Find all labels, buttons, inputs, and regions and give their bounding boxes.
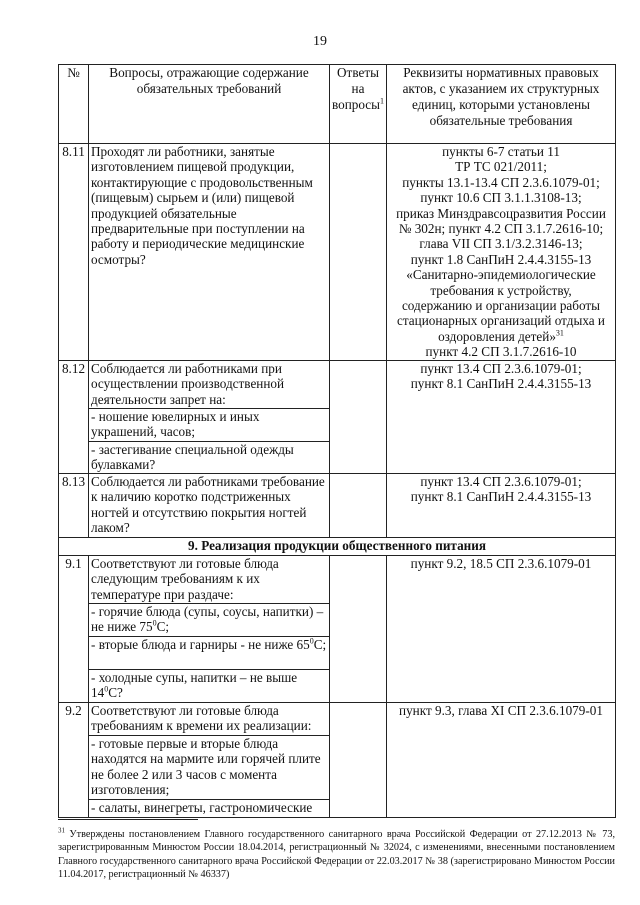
footnote: [58, 828, 615, 882]
answer-cell[interactable]: [330, 473, 387, 537]
question-subitem: - салаты, винегреты, гастрономические: [89, 799, 330, 817]
question-text: Соответствуют ли готовые блюда следующим требованиям к их температуре при раздаче:: [89, 555, 330, 603]
question-subitem: - застегивание специальной одежды булавками?: [89, 441, 330, 473]
answer-cell[interactable]: [330, 360, 387, 473]
table-header-row: [59, 65, 616, 144]
footnote-marker: 31: [58, 826, 65, 835]
table-row-9-1: [59, 555, 616, 603]
reference-cell: пункт 13.4 СП 2.3.6.1079-01; пункт 8.1 СанПиН 2.4.4.3155-13: [387, 360, 616, 473]
row-number: 9.1: [59, 555, 89, 702]
footnote-divider: [58, 819, 198, 820]
table-row-9-2: [59, 702, 616, 735]
reference-cell: пункты 6-7 статьи 11 ТР ТС 021/2011; пункты 13.1-13.4 СП 2.3.6.1079-01; пункт 10.6 СП 3.1.1.3108-13; приказ Минздравсоцразвития России № 302н; пункт 4.2 СП 3.1.7.2616-10; глава VII СП 3.1/3.2.3146-13; пункт 1.8 СанПиН 2.4.4.3155-13 «Санитарно-эпидемиологические требования к устройству, содержанию и организации работы стационарных организаций отдыха и оздоровления детей»$^{31}$ пункт 4.2 СП 3.1.7.2616-10: [387, 144, 616, 361]
reference-cell: пункт 13.4 СП 2.3.6.1079-01; пункт 8.1 СанПиН 2.4.4.3155-13: [387, 473, 616, 537]
question-text: Соответствуют ли готовые блюда требованиям к времени их реализации:: [89, 702, 330, 735]
question-subitem: - ношение ювелирных и иных украшений, часов;: [89, 408, 330, 441]
requirements-table: [58, 64, 616, 818]
row-number: 8.11: [59, 144, 89, 361]
table-row-8-12: [59, 360, 616, 408]
question-text: Соблюдается ли работниками требование к наличию коротко подстриженных ногтей и отсутствию покрытия ногтей лаком?: [89, 473, 330, 537]
footnote-text: Утверждены постановлением Главного государственного санитарного врача Российской Федерации от 27.12.2013 № 73, зарегистрированным Минюстом России 18.04.2014, регистрационный № 32024, с изменениями, внесенными постановлением Главного государственного санитарного врача Российской Федерации от 22.03.2017 № 38 (зарегистрировано Минюстом России 11.04.2017, регистрационный № 46337): [58, 829, 615, 881]
question-subitem: - горячие блюда (супы, соусы, напитки) – не ниже $75^0С$;: [89, 603, 330, 636]
table-row-8-11: [59, 144, 616, 361]
section-title: 9. Реализация продукции общественного питания: [59, 537, 616, 555]
table-row-8-13: [59, 473, 616, 537]
section-heading-row: [59, 537, 616, 555]
reference-cell: пункт 9.2, 18.5 СП 2.3.6.1079-01: [387, 555, 616, 702]
page-number: 19: [313, 34, 327, 49]
row-number: 9.2: [59, 702, 89, 817]
header-references: Реквизиты нормативных правовых актов, с указанием их структурных единиц, которыми установлены обязательные требования: [387, 65, 616, 144]
answer-cell[interactable]: [330, 144, 387, 361]
row-number: 8.12: [59, 360, 89, 473]
header-number: №: [59, 65, 89, 144]
answer-cell[interactable]: [330, 555, 387, 702]
header-answers: Ответы на вопросы$^1$: [330, 65, 387, 144]
question-text: Проходят ли работники, занятые изготовлением пищевой продукции, контактирующие с продовольственным (пищевым) сырьем и (или) пищевой продукцией обязательные предварительные при поступлении на работу и периодические медицинские осмотры?: [89, 144, 330, 361]
footnote-ref: 31: [555, 328, 564, 338]
question-subitem: - готовые первые и вторые блюда находятся на мармите или горячей плите не более 2 или 3 часов с момента изготовления;: [89, 735, 330, 799]
header-question: Вопросы, отражающие содержание обязательных требований: [89, 65, 330, 144]
question-subitem: - вторые блюда и гарниры - не ниже $65^0С$;: [89, 636, 330, 669]
reference-cell: пункт 9.3, глава XI СП 2.3.6.1079-01: [387, 702, 616, 817]
question-subitem: - холодные супы, напитки – не выше $14^0С$?: [89, 669, 330, 702]
row-number: 8.13: [59, 473, 89, 537]
answer-cell[interactable]: [330, 702, 387, 817]
question-text: Соблюдается ли работниками при осуществлении производственной деятельности запрет на:: [89, 360, 330, 408]
